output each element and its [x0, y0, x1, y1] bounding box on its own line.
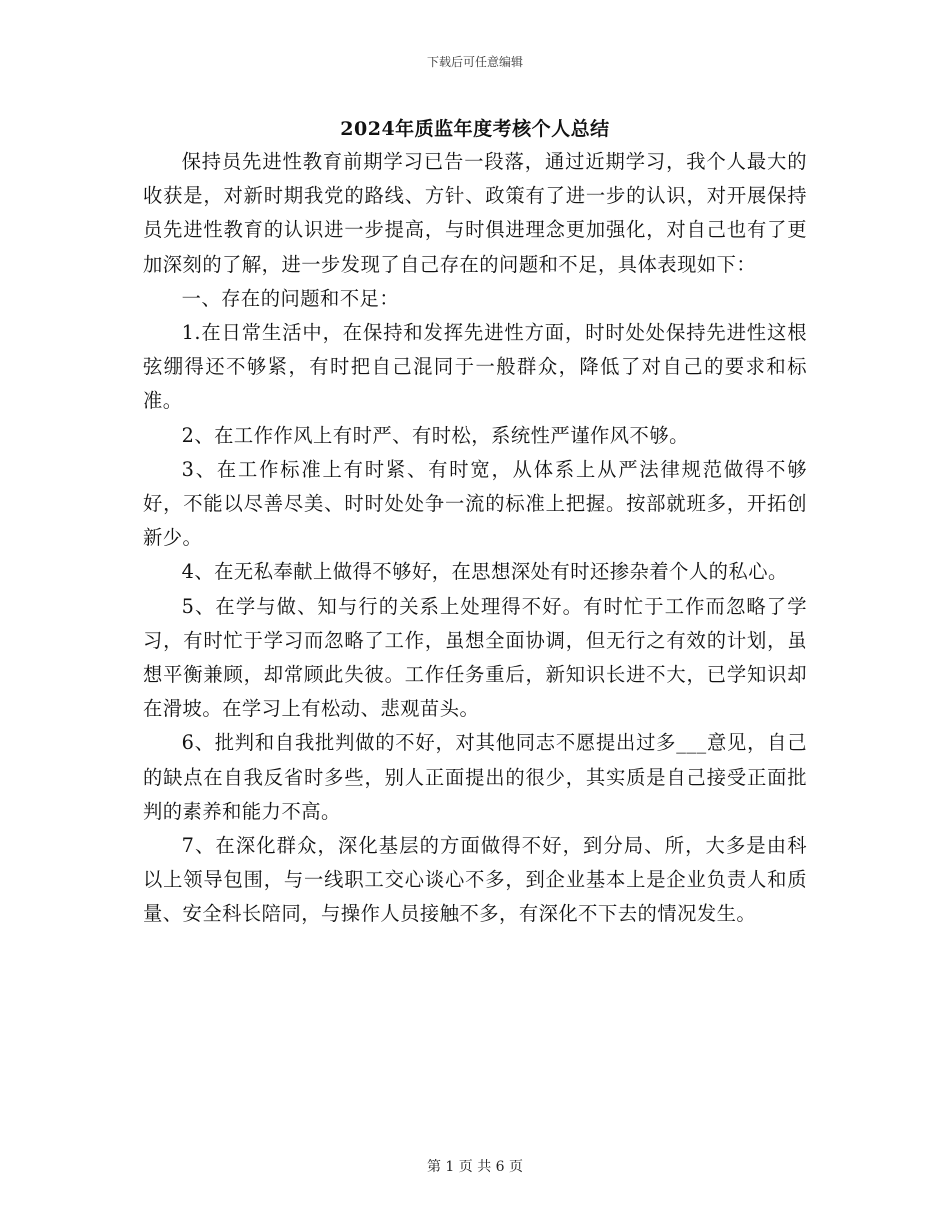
- paragraph-item-2: 2、在工作作风上有时严、有时松，系统性严谨作风不够。: [181, 423, 689, 447]
- document-title: 2024年质监年度考核个人总结: [340, 118, 610, 140]
- paragraph-item-1: 1.在日常生活中，在保持和发挥先进性方面，时时处处保持先进性这根弦绷得还不够紧，有时把自己混同于一般群众，降低了对自己的要求和标准。: [143, 321, 807, 413]
- page-header-note: 下载后可任意编辑: [426, 55, 523, 69]
- document-body: [143, 145, 807, 932]
- page-number: 第 1 页 共 6 页: [426, 1159, 524, 1175]
- paragraph-item-3: 3、在工作标准上有时紧、有时宽，从体系上从严法律规范做得不够好，不能以尽善尽美、时时处处争一流的标准上把握。按部就班多，开拓创新少。: [143, 457, 807, 550]
- paragraph-item-7: 7、在深化群众，深化基层的方面做得不好，到分局、所，大多是由科以上领导包围，与一线职工交心谈心不多，到企业基本上是企业负责人和质量、安全科长陪同，与操作人员接触不多，有深化不下去的情况发生。: [143, 834, 807, 926]
- paragraph-item-4: 4、在无私奉献上做得不够好，在思想深处有时还掺杂着个人的私心。: [181, 560, 788, 584]
- paragraph-intro: 保持员先进性教育前期学习已告一段落，通过近期学习，我个人最大的收获是，对新时期我党的路线、方针、政策有了进一步的认识，对开展保持员先进性教育的认识进一步提高，与时俱进理念更加强化，对自己也有了更加深刻的了解，进一步发现了自己存在的问题和不足，具体表现如下：: [143, 150, 807, 276]
- paragraph-item-5: 5、在学与做、知与行的关系上处理得不好。有时忙于工作而忽略了学习，有时忙于学习而忽略了工作，虽想全面协调，但无行之有效的计划，虽想平衡兼顾，却常顾此失彼。工作任务重后，新知识长进不大，已学知识却在滑坡。在学习上有松动、悲观苗头。: [143, 594, 807, 721]
- paragraph-item-6: 6、批判和自我批判做的不好，对其他同志不愿提出过多___意见，自己的缺点在自我反省时多些，别人正面提出的很少，其实质是自己接受正面批判的素养和能力不高。: [143, 731, 807, 823]
- section-heading-problems: 一、存在的问题和不足：: [181, 286, 400, 310]
